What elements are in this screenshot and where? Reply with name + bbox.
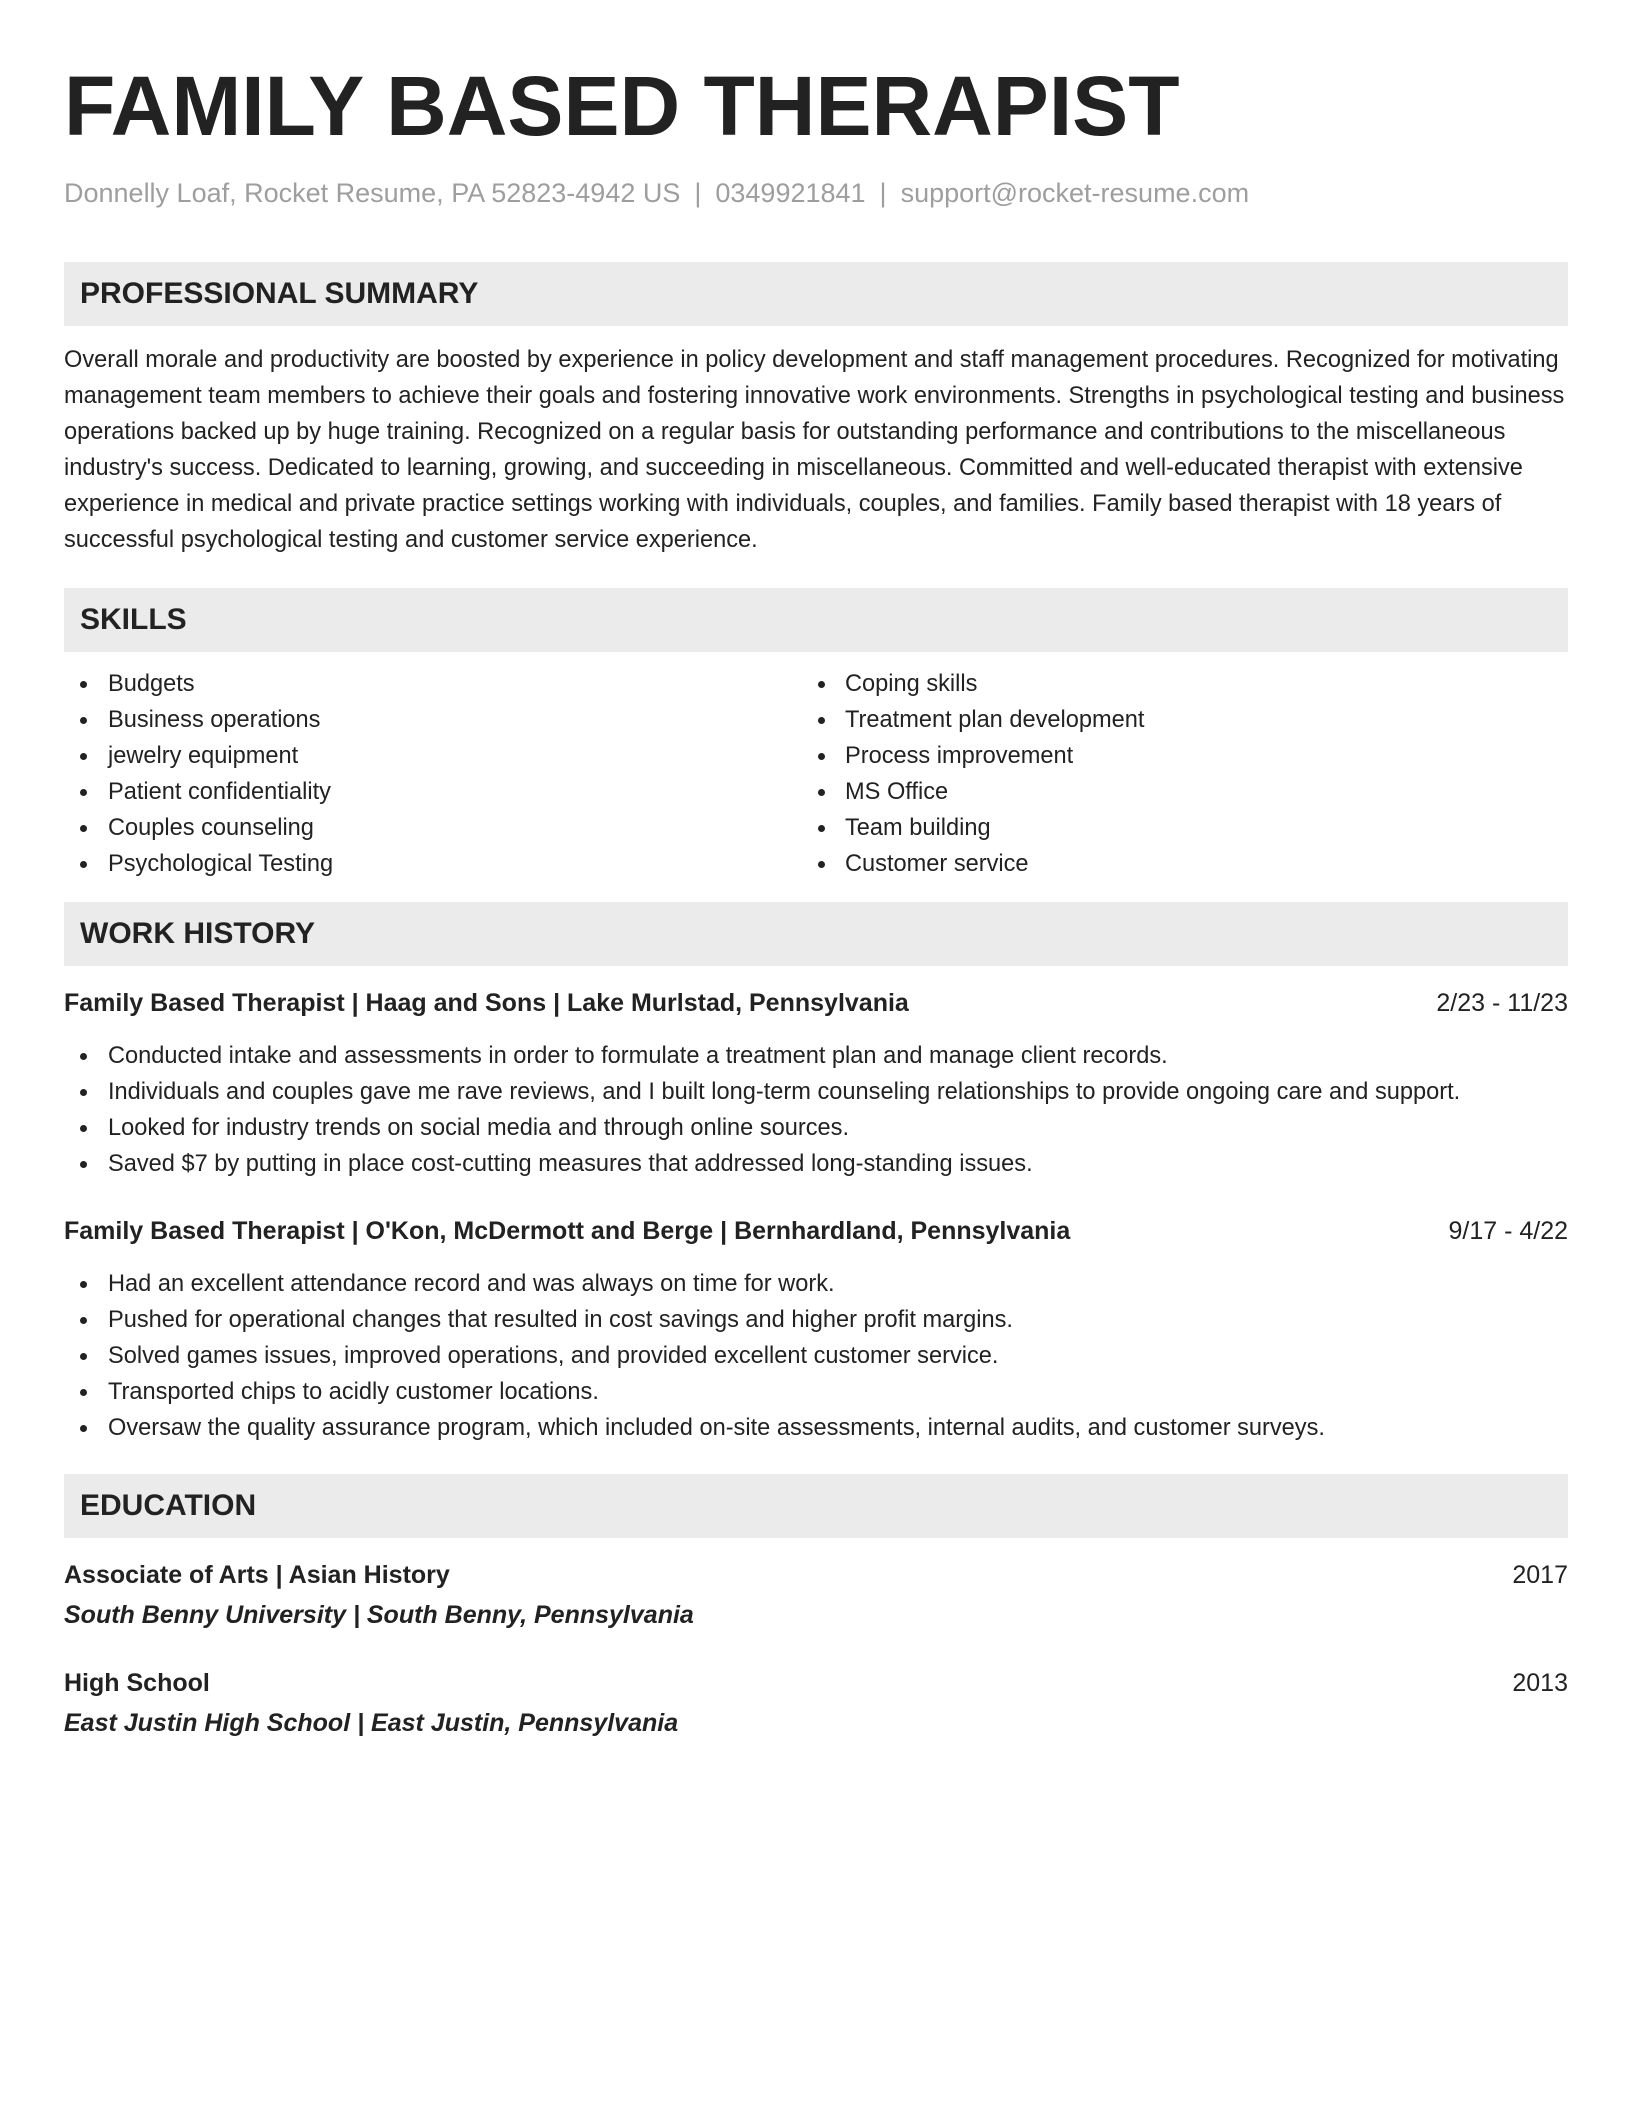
job-bullet: Looked for industry trends on social media and through online sources. [64,1110,1568,1146]
skill-item: MS Office [816,774,1568,810]
job-dates: 2/23 - 11/23 [1436,989,1568,1017]
job-bullets [64,1038,1568,1182]
job-bullet: Had an excellent attendance record and was always on time for work. [64,1266,1568,1302]
skill-item: Budgets [64,666,816,702]
skill-item: Customer service [816,846,1568,882]
job-bullet: Transported chips to acidly customer locations. [64,1374,1568,1410]
job-header [64,1214,1568,1248]
education-school: East Justin High School | East Justin, Pennsylvania [64,1709,679,1737]
skills-column-left [64,666,816,882]
skill-item: Couples counseling [64,810,816,846]
skill-item: Team building [816,810,1568,846]
contact-phone: 0349921841 [715,178,866,208]
summary-heading: PROFESSIONAL SUMMARY [64,262,1568,326]
contact-separator: | [879,178,887,208]
job-title: Family Based Therapist | O'Kon, McDermott and Berge | Bernhardland, Pennsylvania [64,1217,1071,1245]
education-entry [64,1666,1568,1740]
job-entry [64,986,1568,1182]
skill-item: Psychological Testing [64,846,816,882]
job-bullet: Pushed for operational changes that resulted in cost savings and higher profit margins. [64,1302,1568,1338]
education-heading: EDUCATION [64,1474,1568,1538]
contact-address: Donnelly Loaf, Rocket Resume, PA 52823-4942 US [64,178,681,208]
education-entry [64,1558,1568,1632]
job-dates: 9/17 - 4/22 [1448,1217,1568,1245]
education-header [64,1666,1568,1700]
contact-separator: | [694,178,702,208]
education-header [64,1558,1568,1592]
job-bullet: Conducted intake and assessments in order to formulate a treatment plan and manage client records. [64,1038,1568,1074]
skill-item: Coping skills [816,666,1568,702]
skill-item: Patient confidentiality [64,774,816,810]
skill-item: Process improvement [816,738,1568,774]
education-year: 2017 [1512,1561,1568,1589]
job-bullet: Solved games issues, improved operations, and provided excellent customer service. [64,1338,1568,1374]
job-header [64,986,1568,1020]
contact-line [64,176,1568,210]
job-bullet: Individuals and couples gave me rave reviews, and I built long-term counseling relationships to provide ongoing care and support. [64,1074,1568,1110]
job-bullet: Saved $7 by putting in place cost-cutting measures that addressed long-standing issues. [64,1146,1568,1182]
education-school: South Benny University | South Benny, Pennsylvania [64,1601,694,1629]
job-entry [64,1214,1568,1446]
resume-title: FAMILY BASED THERAPIST [64,59,1180,153]
job-bullet: Oversaw the quality assurance program, which included on-site assessments, internal audits, and customer surveys. [64,1410,1568,1446]
skill-item: Business operations [64,702,816,738]
education-year: 2013 [1512,1669,1568,1697]
skills-grid [64,666,1568,882]
summary-text: Overall morale and productivity are boosted by experience in policy development and staff management procedures. Recognized for motivating management team members to achieve their goals and fostering innovative work environments. Strengths in psychological testing and business operations backed up by huge training. Recognized on a regular basis for outstanding performance and contributions to the miscellaneous industry's success. Dedicated to learning, growing, and succeeding in miscellaneous. Committed and well-educated therapist with extensive experience in medical and private practice settings working with individuals, couples, and families. Family based therapist with 18 years of successful psychological testing and customer service experience. [64,347,1565,553]
skill-item: Treatment plan development [816,702,1568,738]
education-degree: Associate of Arts | Asian History [64,1561,450,1589]
skills-heading: SKILLS [64,588,1568,652]
work-heading: WORK HISTORY [64,902,1568,966]
job-title: Family Based Therapist | Haag and Sons | Lake Murlstad, Pennsylvania [64,989,909,1017]
skill-item: jewelry equipment [64,738,816,774]
job-bullets [64,1266,1568,1446]
skills-column-right [816,666,1568,882]
contact-email: support@rocket-resume.com [900,178,1250,208]
education-degree: High School [64,1669,210,1697]
